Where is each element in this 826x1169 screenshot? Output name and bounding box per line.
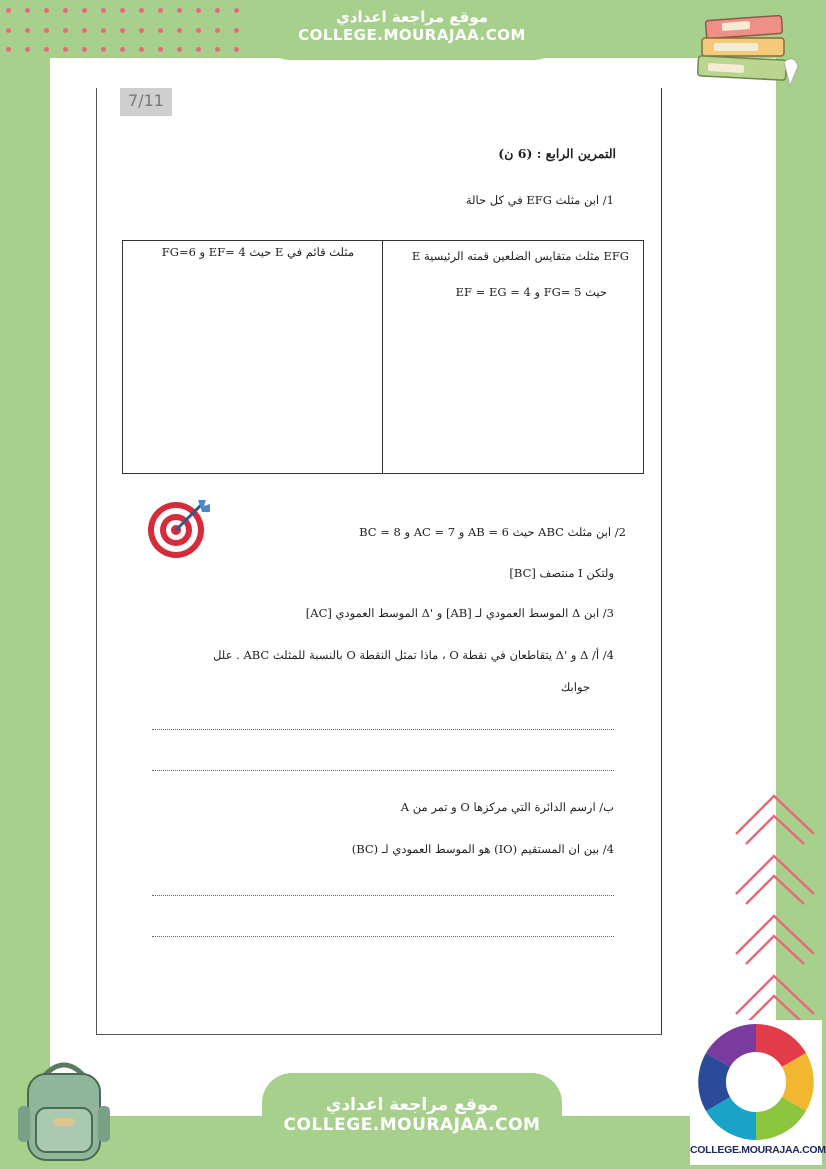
- chevron-up-icon: [730, 790, 820, 1040]
- footer-banner[interactable]: [262, 1073, 562, 1169]
- case-isosceles-line1: EFG مثلث متقايس الضلعين قمته الرئيسية E: [411, 249, 629, 263]
- case-isosceles: [382, 241, 643, 473]
- backpack-icon: [14, 1056, 114, 1164]
- footer-site-url[interactable]: COLLEGE.MOURAJAA.COM: [283, 1115, 541, 1135]
- question-1: 1/ ابن مثلث EFG في كل حالة: [465, 193, 614, 207]
- construction-table: [122, 240, 644, 474]
- question-3: 3/ ابن Δ الموسط العمودي لـ [AB] و 'Δ الموسط العمودي [AC]: [305, 606, 614, 620]
- answer-line-4: [152, 936, 614, 937]
- case-right-triangle: [123, 241, 382, 473]
- exercise-title: التمرين الرابع : (6 ن): [498, 146, 616, 161]
- question-2: 2/ ابن مثلث ABC حيث AB = 6 و AC = 7 و BC = 8: [359, 525, 626, 539]
- answer-line-3: [152, 895, 614, 896]
- decorative-dots-top: [6, 8, 239, 13]
- decorative-dots-row2: [6, 28, 239, 33]
- footer-site-arabic: موقع مراجعة اعدادي: [325, 1095, 499, 1115]
- decorative-dots-row3: [6, 47, 239, 52]
- question-5: 4/ بين ان المستقيم (IO) هو الموسط العمودي لـ (BC): [351, 842, 614, 856]
- page-number-badge: 7/11: [120, 88, 172, 116]
- logo-wheel-icon: [690, 1020, 822, 1140]
- question-4a-line2: جوابك: [560, 680, 590, 694]
- scanned-paper: [96, 88, 662, 1035]
- answer-line-2: [152, 770, 614, 771]
- books-icon: [692, 10, 804, 98]
- question-4b: ب/ ارسم الدائرة التي مركزها O و تمر من A: [400, 800, 614, 814]
- target-icon: [144, 496, 212, 560]
- answer-line-1: [152, 729, 614, 730]
- logo-text: COLLEGE.MOURAJAA.COM: [690, 1144, 826, 1156]
- header-site-arabic: موقع مراجعة اعدادي: [336, 8, 488, 26]
- site-logo[interactable]: [690, 1020, 826, 1165]
- question-4a-line1: 4/ أ/ Δ و 'Δ يتقاطعان في نقطة O ، ماذا تمثل النقطة O بالنسبة للمثلث ABC . علل: [213, 648, 614, 662]
- case-right-triangle-line1: مثلث قائم في E حيث EF= 4 و FG=6: [161, 245, 354, 259]
- header-banner[interactable]: [262, 0, 562, 60]
- case-isosceles-line2: حيث FG= 5 و EF = EG = 4: [455, 285, 607, 299]
- header-site-url[interactable]: COLLEGE.MOURAJAA.COM: [298, 26, 526, 44]
- question-2b: ولتكن I منتصف [BC]: [509, 566, 614, 580]
